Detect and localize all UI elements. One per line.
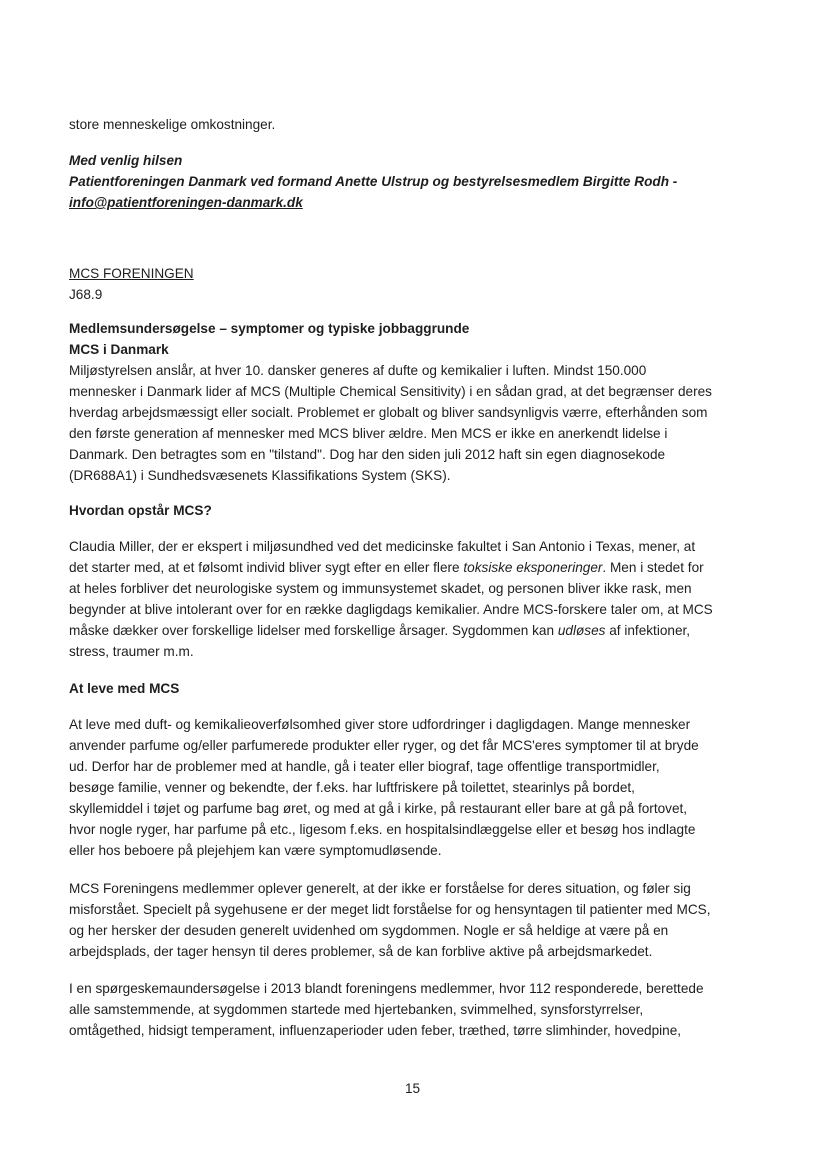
intro-line: (DR688A1) i Sundhedsvæsenets Klassifikations System (SKS). [69,468,451,483]
living-heading [69,678,759,699]
living-paragraph [69,714,759,861]
origin-heading [69,500,759,521]
section-header [69,263,759,305]
intro-line: mennesker i Danmark lider af MCS (Multiple Chemical Sensitivity) i en sådan grad, at det begrænser deres [69,384,712,399]
members-line: arbejdsplads, der tager hensyn til deres problemer, så de kan forblive aktive på arbejdsmarkedet. [69,944,653,959]
origin-line [69,557,759,578]
members-line: og her hersker der desuden generelt uvidenhed om sygdommen. Nogle er så heldige at være på en [69,923,669,938]
origin-line: begynder at blive intolerant over for en række dagligdags kemikalier. Andre MCS-forskere taler om, at MCS [69,602,713,617]
closing-line [69,114,759,135]
survey-line: omtågethed, hidsigt temperament, influenzaperioder uden feber, træthed, tørre slimhinder, hovedpine, [69,1023,682,1038]
origin-text: det starter med, at et følsomt individ bliver sygt efter en eller flere [69,560,464,575]
living-line: anvender parfume og/eller parfumerede produkter eller ryger, og det får MCS'eres symptomer til at bryde [69,738,699,753]
signoff: Med venlig hilsen [69,153,183,168]
living-line: At leve med duft- og kemikalieoverfølsomhed giver store udfordringer i dagligdagen. Mange mennesker [69,717,691,732]
origin-line: Claudia Miller, der er ekspert i miljøsundhed ved det medicinske fakultet i San Antonio i Texas, mener, at [69,539,696,554]
signature-block [69,150,759,213]
origin-line [69,620,759,641]
intro-line: Miljøstyrelsen anslår, at hver 10. dansker generes af dufte og kemikalier i luften. Mindst 150.000 [69,363,647,378]
living-line: hvor nogle ryger, har parfume på etc., ligesom f.eks. en hospitalsindlæggelse eller et besøg hos indlagte [69,822,696,837]
living-line: skyllemiddel i tøjet og parfume bag øret, og med at gå i kirke, på restaurant eller bare at gå på fortovet, [69,801,688,816]
heading-origin: Hvordan opstår MCS? [69,503,212,518]
intro-line: Danmark. Den betragtes som en "tilstand". Dog har den siden juli 2012 haft sin egen diagnosekode [69,447,666,462]
origin-text: af infektioner, [605,623,691,638]
intro-line: hverdag arbejdsmæssigt eller socialt. Problemet er globalt og bliver sandsynligvis værre, efterhånden som [69,405,708,420]
origin-text: . Men i stedet for [602,560,704,575]
page-number: 15 [404,1081,421,1096]
survey-line: alle samstemmende, at sygdommen startede med hjertebanken, svimmelhed, synsforstyrrelser, [69,1002,644,1017]
members-paragraph [69,878,759,962]
origin-text: måske dækker over forskellige lidelser med forskellige årsager. Sygdommen kan [69,623,558,638]
email-link[interactable]: info@patientforeningen-danmark.dk [69,195,303,210]
diagnosis-code: J68.9 [69,287,103,302]
survey-paragraph [69,978,759,1041]
intro-section [69,318,759,486]
intro-line: den første generation af mennesker med MCS bliver ældre. Men MCS er ikke en anerkendt lidelse i [69,426,668,441]
heading-living: At leve med MCS [69,681,180,696]
origin-emphasis: toksiske eksponeringer [463,560,603,575]
survey-line: I en spørgeskemaundersøgelse i 2013 blandt foreningens medlemmer, hvor 112 responderede, berettede [69,981,704,996]
origin-paragraph [69,536,759,662]
living-line: ud. Derfor har de problemer med at handle, gå i teater eller biograf, tage offentlige transportmidler, [69,759,660,774]
org-name: MCS FORENINGEN [69,266,194,281]
living-line: besøge familie, venner og bekendte, der f.eks. har luftfriskere på toilettet, stearinlys på bordet, [69,780,635,795]
section-title: Medlemsundersøgelse – symptomer og typiske jobbaggrunde [69,321,470,336]
section-subtitle: MCS i Danmark [69,342,169,357]
living-line: eller hos beboere på plejehjem kan være symptomudløsende. [69,843,442,858]
members-line: misforstået. Specielt på sygehusene er der meget lidt forståelse for og hensyntagen til patienter med MCS, [69,902,711,917]
closing-text: store menneskelige omkostninger. [69,117,276,132]
origin-line: at heles forbliver det neurologiske system og immunsystemet skadet, og personen bliver ikke rask, men [69,581,692,596]
origin-emphasis: udløses [557,623,606,638]
members-line: MCS Foreningens medlemmer oplever generelt, at der ikke er forståelse for deres situation, og føler sig [69,881,691,896]
origin-line: stress, traumer m.m. [69,644,194,659]
signature: Patientforeningen Danmark ved formand Anette Ulstrup og bestyrelsesmedlem Birgitte Rodh - [69,174,678,189]
